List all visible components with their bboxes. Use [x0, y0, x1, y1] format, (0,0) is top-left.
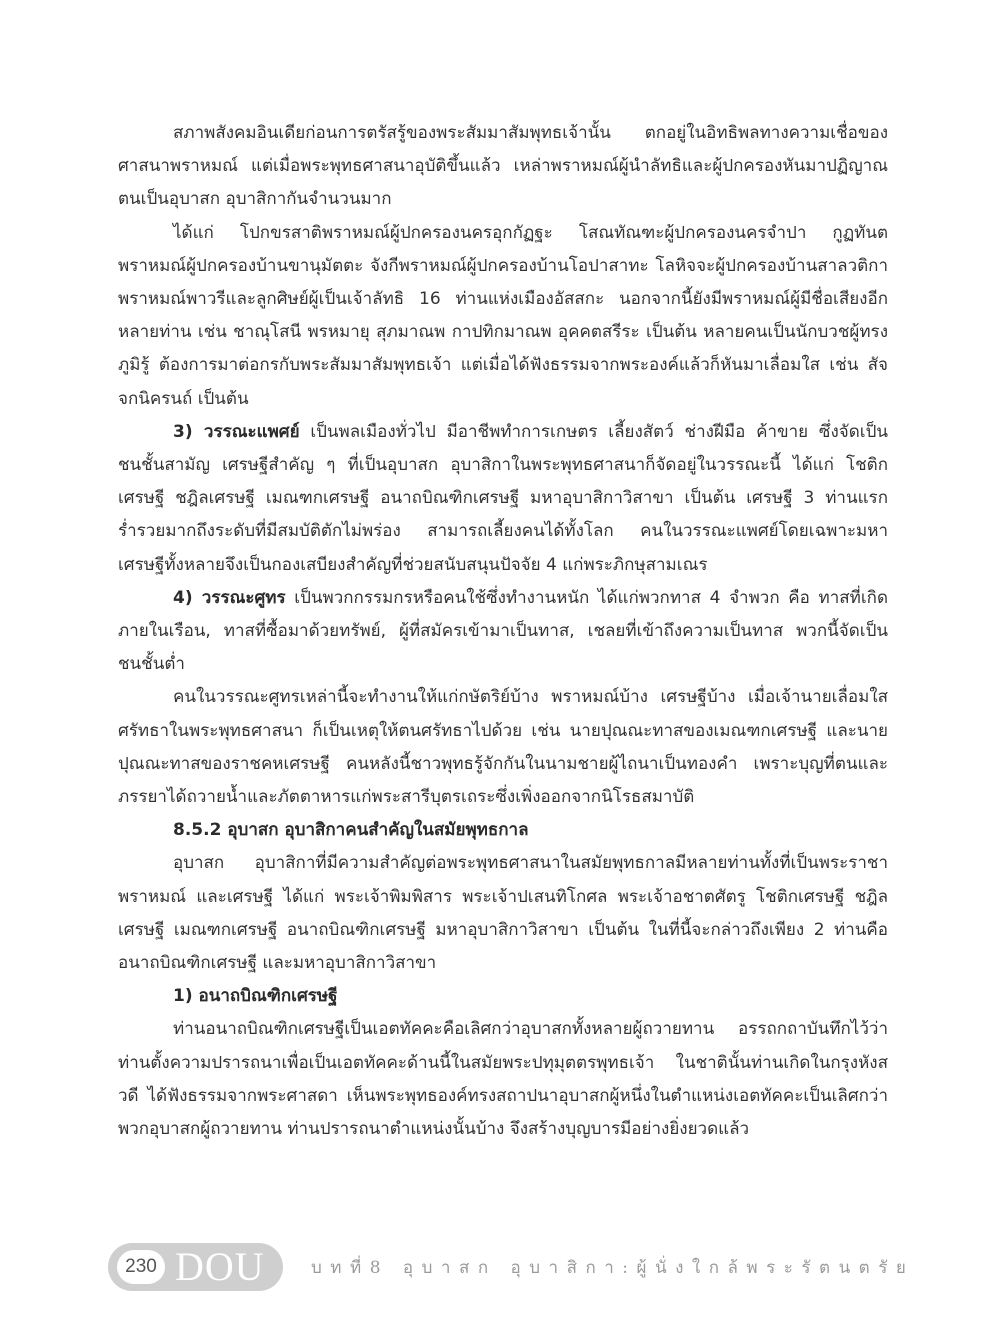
section-heading: 8.5.2 อุบาสก อุบาสิกาคนสำคัญในสมัยพุทธกาล [173, 820, 529, 841]
subsection-heading: 1) อนาถบิณฑิกเศรษฐี [173, 986, 338, 1007]
paragraph-intro: สภาพสังคมอินเดียก่อนการตรัสรู้ของพระสัมมาสัมพุทธเจ้านั้น ตกอยู่ในอิทธิพลทางความเชื่อของศาสนาพราหมณ์ แต่เมื่อพระพุทธศาสนาอุบัติขึ้นแล้ว เหล่าพราหมณ์ผู้นำลัทธิและผู้ปกครองหันมาปฏิญาณตนเป็นอุบาสก อุบาสิกากันจำนวนมาก [118, 123, 888, 210]
dou-logo: DOU [175, 1244, 265, 1289]
vaishya-heading: 3) วรรณะแพศย์ [173, 421, 300, 442]
paragraph-anathapindika: ท่านอนาถบิณฑิกเศรษฐีเป็นเอตทัคคะคือเลิศกว่าอุบาสกทั้งหลายผู้ถวายทาน อรรถกถาบันทึกไว้ว่า ท่านตั้งความปรารถนาเพื่อเป็นเอตทัคคะด้านนี้ในสมัยพระปทุมุตตรพุทธเจ้า ในชาตินั้นท่านเกิดในกรุงหังสวดี ได้ฟังธรรมจากพระศาสดา เห็นพระพุทธองค์ทรงสถาปนาอุบาสกผู้หนึ่งในตำแหน่งเอตทัคคะเป็นเลิศกว่าพวกอุบาสกผู้ถวายทาน ท่านปรารถนาตำแหน่งนั้นบ้าง จึงสร้างบุญบารมีอย่างยิ่งยวดแล้ว [118, 1019, 888, 1140]
page-number: 230 [117, 1250, 165, 1284]
paragraph-shudra-faith: คนในวรรณะศูทรเหล่านี้จะทำงานให้แก่กษัตริย์บ้าง พราหมณ์บ้าง เศรษฐีบ้าง เมื่อเจ้านายเลื่อมใสศรัทธาในพระพุทธศาสนา ก็เป็นเหตุให้ตนศรัทธาไปด้วย เช่น นายปุณณะทาสของเมณฑกเศรษฐี และนายปุณณะทาสของราชคหเศรษฐี คนหลังนี้ชาวพุทธรู้จักกันในนามชายผู้ไถนาเป็นทองคำ เพราะบุญที่ตนและภรรยาได้ถวายน้ำและภัตตาหารแก่พระสารีบุตรเถระซึ่งเพิ่งออกจากนิโรธสมาบัติ [118, 687, 888, 808]
shudra-text: เป็นพวกกรรมกรหรือคนใช้ซึ่งทำงานหนัก ได้แก่พวกทาส 4 จำพวก คือ ทาสที่เกิดภายในเรือน, ทาสที่ซื้อมาด้วยทรัพย์, ผู้ที่สมัครเข้ามาเป็นทาส, เชลยที่เข้าถึงความเป็นทาส พวกนี้จัดเป็นชนชั้นต่ำ [118, 587, 888, 675]
chapter-title: บทที่8 อุบาสก อุบาสิกา:ผู้นั่งใกล้พระรัตนตรัย [311, 1257, 915, 1278]
shudra-heading: 4) วรรณะศูทร [173, 587, 286, 608]
page-footer [108, 1241, 914, 1293]
vaishya-text: เป็นพลเมืองทั่วไป มีอาชีพทำการเกษตร เลี้ยงสัตว์ ช่างฝีมือ ค้าขาย ซึ่งจัดเป็นชนชั้นสามัญ เศรษฐีสำคัญ ๆ ที่เป็นอุบาสก อุบาสิกาในพระพุทธศาสนาก็จัดอยู่ในวรรณะนี้ ได้แก่ โชติกเศรษฐี ชฎิลเศรษฐี เมณฑกเศรษฐี อนาถบิณฑิกเศรษฐี มหาอุบาสิกาวิสาขา เป็นต้น เศรษฐี 3 ท่านแรกร่ำรวยมากถึงระดับที่มีสมบัติตักไม่พร่อง สามารถเลี้ยงคนได้ทั้งโลก คนในวรรณะแพศย์โดยเฉพาะมหาเศรษฐีทั้งหลายจึงเป็นกองเสบียงสำคัญที่ช่วยสนับสนุนปัจจัย 4 แก่พระภิกษุสามเณร [118, 421, 888, 575]
paragraph-important-followers: อุบาสก อุบาสิกาที่มีความสำคัญต่อพระพุทธศาสนาในสมัยพุทธกาลมีหลายท่านทั้งที่เป็นพระราชา พราหมณ์ และเศรษฐี ได้แก่ พระเจ้าพิมพิสาร พระเจ้าปเสนทิโกศล พระเจ้าอชาตศัตรู โชติกเศรษฐี ชฎิลเศรษฐี เมณฑกเศรษฐี อนาถบิณฑิกเศรษฐี มหาอุบาสิกาวิสาขา เป็นต้น ในที่นี้จะกล่าวถึงเพียง 2 ท่านคือ อนาถบิณฑิกเศรษฐี และมหาอุบาสิกาวิสาขา [118, 853, 888, 974]
footer-badge [108, 1243, 283, 1291]
paragraph-shudra [118, 582, 888, 682]
page-body [118, 117, 888, 1146]
paragraph-vaishya [118, 416, 888, 582]
paragraph-brahmins: ได้แก่ โปกขรสาติพราหมณ์ผู้ปกครองนครอุกกัฏฐะ โสณทัณฑะผู้ปกครองนครจำปา กูฏทันตพราหมณ์ผู้ปกครองบ้านขานุมัตตะ จังกีพราหมณ์ผู้ปกครองบ้านโอปาสาทะ โลหิจจะผู้ปกครองบ้านสาลวติกา พราหมณ์พาวรีและลูกศิษย์ผู้เป็นเจ้าลัทธิ 16 ท่านแห่งเมืองอัสสกะ นอกจากนี้ยังมีพราหมณ์ผู้มีชื่อเสียงอีกหลายท่าน เช่น ชาณุโสนี พรหมายุ สุภมาณพ กาปทิกมาณพ อุคคตสรีระ เป็นต้น หลายคนเป็นนักบวชผู้ทรงภูมิรู้ ต้องการมาต่อกรกับพระสัมมาสัมพุทธเจ้า แต่เมื่อได้ฟังธรรมจากพระองค์แล้วก็หันมาเลื่อมใส เช่น สัจจกนิครนถ์ เป็นต้น [118, 222, 888, 409]
